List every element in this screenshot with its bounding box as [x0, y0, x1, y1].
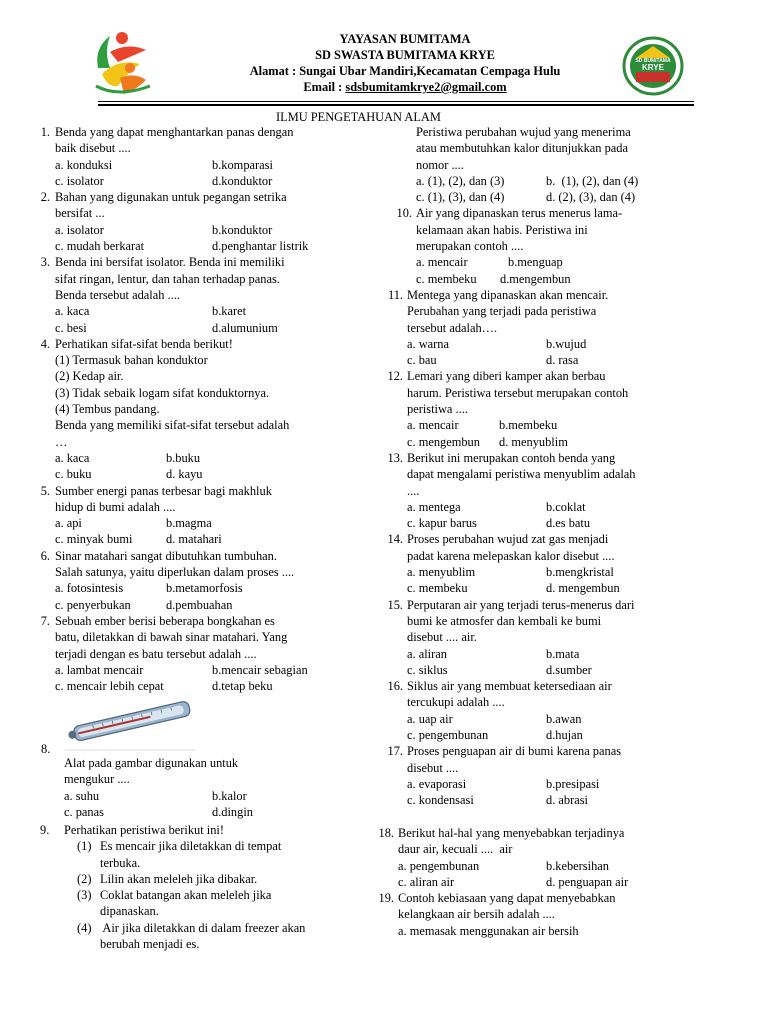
question-text: Proses perubahan wujud zat gas menjadi	[407, 532, 609, 547]
question-text: merupakan contoh ....	[416, 239, 524, 254]
option-c: c. buku	[55, 467, 92, 482]
option-a: a. isolator	[55, 222, 104, 237]
option-b: b.kalor	[212, 788, 247, 803]
question-number: 9.	[40, 823, 50, 837]
question-text: nomor ....	[416, 157, 464, 172]
question-text: tercukupi adalah ....	[407, 695, 505, 710]
question-number: 10.	[396, 206, 412, 221]
question-number: 13.	[387, 450, 403, 465]
question-text: Benda yang memiliki sifat-sifat tersebut adalah	[55, 418, 290, 433]
option-d: d.pembuahan	[166, 597, 233, 612]
question-number: 14.	[387, 532, 403, 547]
question-text: Berikut ini merupakan contoh benda yang	[407, 450, 616, 465]
option-d: d.konduktor	[212, 173, 273, 188]
question-text: Sinar matahari sangat dibutuhkan tumbuhan.	[55, 548, 277, 563]
option-d: d. matahari	[166, 532, 222, 547]
question-16	[376, 678, 716, 743]
option-d: d.dingin	[212, 804, 253, 819]
option-b: b.awan	[546, 711, 582, 726]
option-d: d.mengembun	[500, 271, 571, 286]
question-text: Proses penguapan air di bumi karena panas	[407, 744, 622, 759]
option-c: c. bau	[407, 353, 437, 368]
question-text: Contoh kebiasaan yang dapat menyebabkan	[398, 891, 616, 906]
option-d: d. mengembun	[546, 581, 620, 596]
question-number: 8.	[41, 742, 51, 756]
option-d: d.hujan	[546, 727, 583, 742]
option-a: a. (1), (2), dan (3)	[416, 173, 505, 188]
option-c: c. aliran air	[398, 874, 455, 889]
option-c: c. besi	[55, 320, 87, 335]
option-a: a. fotosintesis	[55, 581, 124, 596]
option-d: d. penguapan air	[546, 874, 629, 889]
option-d: d. (2), (3), dan (4)	[546, 190, 636, 205]
email-label: Email :	[303, 80, 346, 94]
email-address[interactable]: sdsbumitamkrye2@gmail.com	[345, 80, 507, 94]
question-number: 1.	[40, 125, 50, 139]
statement-3-cont: dipanaskan.	[100, 904, 159, 919]
question-text: Sumber energi panas terbesar bagi makhluk	[55, 483, 272, 498]
statement-2: (2) Kedap air.	[55, 369, 124, 384]
option-d: d. abrasi	[546, 793, 588, 808]
question-text: terjadi dengan es batu tersebut adalah ....	[55, 646, 257, 661]
question-text: kelamaan akan habis. Peristiwa ini	[416, 222, 588, 237]
option-d: d.penghantar listrik	[212, 239, 309, 254]
statement-1-cont: terbuka.	[100, 855, 141, 870]
option-c: c. penyerbukan	[55, 597, 131, 612]
statement-number: (2)	[77, 871, 92, 886]
question-text: padat karena melepaskan kalor disebut ....	[407, 548, 615, 563]
question-text: peristiwa ....	[407, 402, 468, 417]
school-email-line	[150, 79, 660, 95]
question-13	[376, 450, 716, 531]
question-text: Peristiwa perubahan wujud yang menerima	[416, 125, 631, 139]
question-number: 15.	[387, 597, 403, 612]
question-text: atau membutuhkan kalor ditunjukkan pada	[416, 141, 628, 156]
option-a: a. lambat mencair	[55, 662, 144, 677]
option-d: d.alumunium	[212, 320, 278, 335]
option-c: c. siklus	[407, 662, 448, 677]
badge-top-text: SD BUMITAMA	[635, 58, 671, 64]
question-text: Lemari yang diberi kamper akan berbau	[407, 369, 606, 384]
option-b: b.konduktor	[212, 222, 273, 237]
option-d: d. rasa	[546, 353, 579, 368]
statement-3: Coklat batangan akan meleleh jika	[100, 888, 272, 903]
question-5	[28, 483, 368, 548]
question-text: Benda ini bersifat isolator. Benda ini memiliki	[55, 255, 285, 270]
question-text: batu, diletakkan di bawah sinar matahari. Yang	[55, 630, 288, 645]
question-number: 4.	[40, 336, 50, 351]
question-text: bersifat ...	[55, 206, 105, 221]
question-text: Air yang dipanaskan terus menerus lama-	[416, 206, 623, 221]
option-c: c. isolator	[55, 173, 104, 188]
statement-3: (3) Tidak sebaik logam sifat konduktornya.	[55, 385, 270, 400]
option-c: c. kapur barus	[407, 516, 477, 531]
option-a: a. aliran	[407, 646, 447, 661]
option-c: c. mengembun	[407, 434, 480, 449]
statement-number: (3)	[77, 888, 92, 903]
option-c: c. mencair lebih cepat	[55, 679, 164, 694]
option-a: a. evaporasi	[407, 776, 467, 791]
option-b: b.kebersihan	[546, 858, 609, 873]
option-b: b.membeku	[499, 418, 558, 433]
option-c: c. membeku	[416, 271, 477, 286]
left-column	[28, 124, 368, 694]
foundation-name: YAYASAN BUMITAMA	[339, 32, 471, 46]
statement-4: (4) Tembus pandang.	[55, 402, 160, 417]
question-text: Perhatikan peristiwa berikut ini!	[64, 823, 225, 837]
question-14	[376, 531, 716, 596]
question-number: 3.	[40, 255, 50, 270]
option-a: a. mencair	[407, 418, 459, 433]
option-d: d.tetap beku	[212, 679, 273, 694]
question-6	[28, 548, 368, 613]
badge-mid-text: KRYE	[642, 63, 664, 72]
right-column-bottom	[366, 825, 716, 939]
option-b: b.presipasi	[546, 776, 600, 791]
question-text: daur air, kecuali .... air	[398, 842, 513, 857]
question-11	[376, 287, 716, 368]
school-foundation-logo	[88, 28, 158, 100]
statement-1: (1) Termasuk bahan konduktor	[55, 353, 208, 368]
option-b: b.mengkristal	[546, 565, 614, 580]
option-b: b.buku	[166, 450, 201, 465]
option-d: d. kayu	[166, 467, 203, 482]
option-a: a. warna	[407, 336, 449, 351]
question-text: Perhatikan sifat-sifat benda berikut!	[55, 336, 233, 351]
option-a: a. menyublim	[407, 565, 476, 580]
question-text: Bahan yang digunakan untuk pegangan setrika	[55, 190, 287, 205]
question-text: Salah satunya, yaitu diperlukan dalam proses ....	[55, 565, 295, 580]
option-c: c. (1), (3), dan (4)	[416, 190, 505, 205]
question-number: 12.	[387, 369, 403, 384]
question-text: harum. Peristiwa tersebut merupakan contoh	[407, 385, 629, 400]
option-a: a. suhu	[64, 788, 100, 803]
question-text: Perubahan yang terjadi pada peristiwa	[407, 304, 597, 319]
option-d: d.es batu	[546, 516, 591, 531]
option-c: c. minyak bumi	[55, 532, 133, 547]
question-19	[366, 890, 716, 939]
question-number: 16.	[387, 679, 403, 694]
option-a: a. kaca	[55, 304, 90, 319]
question-2	[28, 189, 368, 254]
header-rule	[98, 101, 694, 102]
question-9-continued	[376, 124, 716, 205]
option-b: b. (1), (2), dan (4)	[546, 173, 639, 188]
option-a: a. pengembunan	[398, 858, 480, 873]
option-d: d. menyublim	[499, 434, 568, 449]
question-text: Alat pada gambar digunakan untuk	[64, 756, 239, 770]
option-c: c. membeku	[407, 581, 468, 596]
option-b: b.magma	[166, 516, 212, 531]
option-a: a. mencair	[416, 255, 468, 270]
option-b: b.menguap	[508, 255, 563, 270]
question-17	[376, 743, 716, 808]
question-18	[366, 825, 716, 890]
statement-4-cont: berubah menjadi es.	[100, 937, 200, 952]
option-b: b.coklat	[546, 499, 586, 514]
option-a: a. api	[55, 516, 82, 531]
question-text: disebut ....	[407, 760, 459, 775]
option-a: a. memasak menggunakan air bersih	[398, 923, 579, 938]
statement-1: Es mencair jika diletakkan di tempat	[100, 839, 282, 854]
question-text: hidup di bumi adalah ....	[55, 499, 176, 514]
question-1	[28, 124, 368, 189]
question-3	[28, 254, 368, 335]
question-7	[28, 613, 368, 694]
question-text: kelangkaan air bersih adalah ....	[398, 907, 555, 922]
option-a: a. konduksi	[55, 157, 113, 172]
question-text: Benda tersebut adalah ....	[55, 287, 180, 302]
question-text: dapat mengalami peristiwa menyublim adalah	[407, 467, 636, 482]
school-badge-logo	[622, 36, 684, 96]
statement-number: (1)	[77, 839, 92, 854]
question-text: Mentega yang dipanaskan akan mencair.	[407, 287, 609, 302]
option-b: b.karet	[212, 304, 247, 319]
school-name: SD SWASTA BUMITAMA KRYE	[315, 48, 495, 62]
right-column	[376, 124, 716, 808]
question-number: 18.	[378, 826, 394, 840]
option-b: b.wujud	[546, 336, 587, 351]
question-text: sifat ringan, lentur, dan tahan terhadap panas.	[55, 271, 280, 286]
question-12	[376, 368, 716, 449]
question-4	[28, 336, 368, 483]
statement-number: (4)	[77, 920, 92, 935]
question-text: mengukur ....	[64, 772, 130, 787]
question-9	[28, 822, 368, 952]
question-text: tersebut adalah….	[407, 320, 498, 335]
question-text: ....	[407, 483, 420, 498]
question-number: 2.	[40, 190, 50, 205]
question-number: 5.	[40, 483, 50, 498]
option-b: b.metamorfosis	[166, 581, 243, 596]
question-8	[28, 741, 368, 820]
header-rule-thick	[98, 104, 694, 106]
question-text: Benda yang dapat menghantarkan panas dengan	[55, 125, 294, 139]
question-text: disebut .... air.	[407, 630, 477, 645]
question-number: 7.	[40, 613, 50, 628]
option-c: c. pengembunan	[407, 727, 489, 742]
statement-2: Lilin akan meleleh jika dibakar.	[100, 871, 258, 886]
letterhead	[150, 31, 660, 95]
question-text: …	[55, 434, 68, 449]
question-10	[376, 205, 716, 286]
option-c: c. kondensasi	[407, 793, 474, 808]
subject-title: ILMU PENGETAHUAN ALAM	[276, 110, 441, 124]
school-address: Alamat : Sungai Ubar Mandiri,Kecamatan Cempaga Hulu	[249, 64, 561, 78]
question-number: 11.	[387, 287, 403, 302]
question-15	[376, 597, 716, 678]
option-a: a. kaca	[55, 450, 90, 465]
option-c: c. mudah berkarat	[55, 239, 145, 254]
option-b: b.mata	[546, 646, 580, 661]
question-text: bumi ke atmosfer dan kembali ke bumi	[407, 613, 602, 628]
option-b: b.komparasi	[212, 157, 273, 172]
option-a: a. mentega	[407, 499, 461, 514]
question-number: 17.	[387, 744, 403, 759]
question-number: 19.	[378, 891, 394, 906]
question-text: baik disebut ....	[55, 141, 131, 156]
option-a: a. uap air	[407, 711, 453, 726]
question-number: 6.	[40, 548, 50, 563]
option-d: d.sumber	[546, 662, 592, 677]
question-text: Berikut hal-hal yang menyebabkan terjadinya	[398, 826, 625, 840]
statement-4: Air jika diletakkan di dalam freezer akan	[100, 920, 306, 935]
option-c: c. panas	[64, 804, 104, 819]
question-text: Perputaran air yang terjadi terus-menerus dari	[407, 597, 635, 612]
option-b: b.mencair sebagian	[212, 662, 308, 677]
question-text: Sebuah ember berisi beberapa bongkahan es	[55, 613, 275, 628]
question-text: Siklus air yang membuat ketersediaan air	[407, 679, 612, 694]
